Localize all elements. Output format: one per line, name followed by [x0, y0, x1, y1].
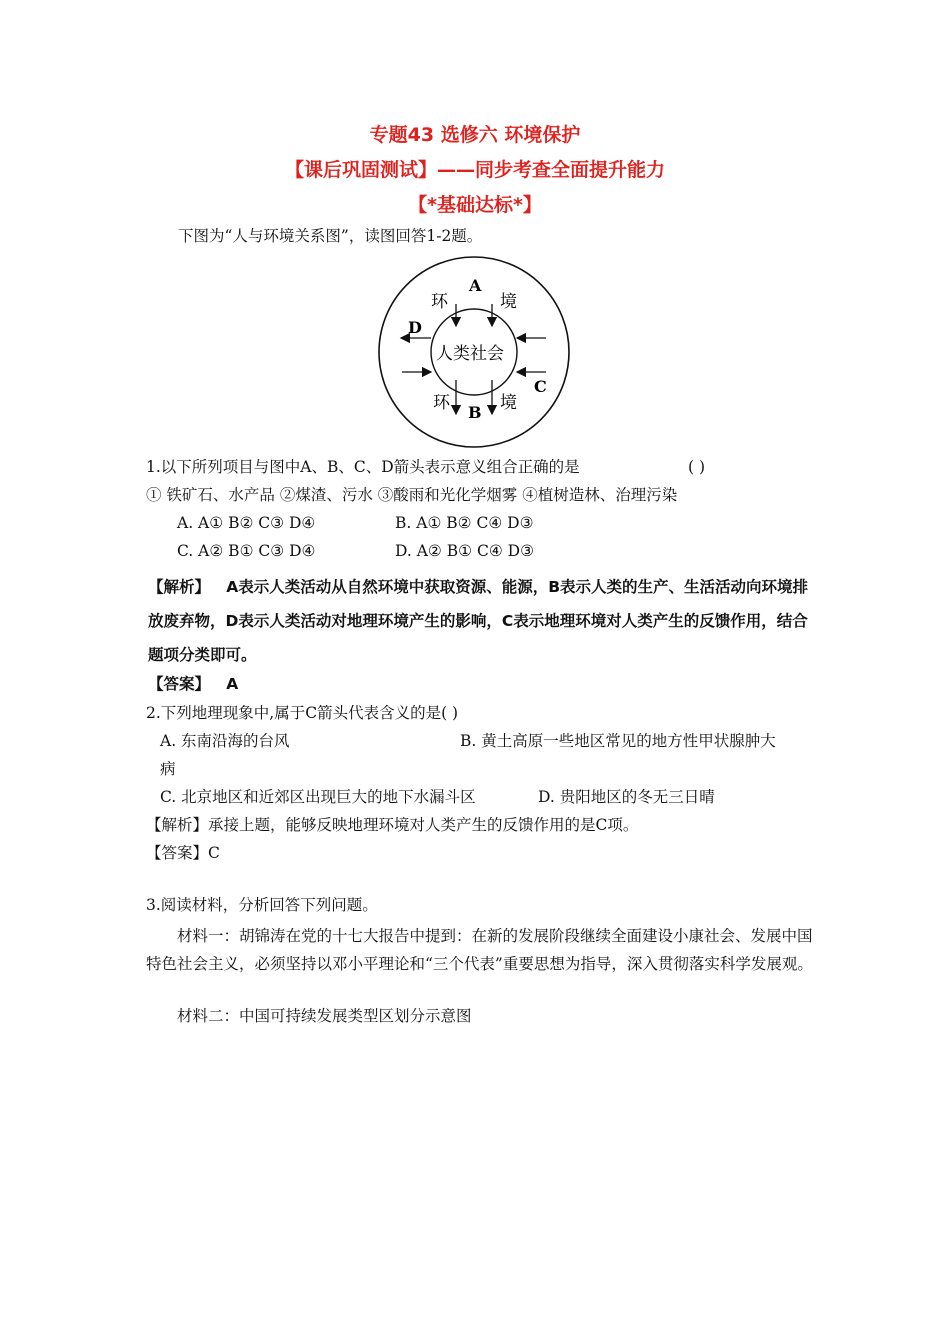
q3-stem: 3.阅读材料，分析回答下列问题。	[146, 896, 378, 914]
q2-answer: 【答案】C	[146, 844, 220, 862]
q2-analysis: 【解析】承接上题，能够反映地理环境对人类产生的反馈作用的是C项。	[146, 816, 639, 834]
q2-option-d: D. 贵阳地区的冬无三日晴	[538, 788, 715, 806]
q3-material2: 材料二：中国可持续发展类型区划分示意图	[177, 1007, 472, 1025]
label-jing-top: 境	[500, 292, 517, 312]
label-huan-top: 环	[431, 292, 448, 312]
q1-analysis	[148, 570, 820, 672]
q1-analysis-label: 【解析】	[148, 578, 211, 596]
section-heading: 【*基础达标*】	[408, 194, 542, 216]
label-a: A	[469, 276, 482, 295]
q1-option-c: C. A② B① C③ D④	[177, 542, 316, 560]
q1-stem: 1.以下所列项目与图中A、B、C、D箭头表示意义组合正确的是	[146, 458, 580, 476]
label-d: D	[408, 318, 422, 337]
q1-items: ① 铁矿石、水产品 ②煤渣、污水 ③酸雨和光化学烟雾 ④植树造林、治理污染	[146, 486, 678, 504]
label-c: C	[534, 377, 547, 396]
q1-option-d: D. A② B① C④ D③	[395, 542, 534, 560]
q1-analysis-text: A表示人类活动从自然环境中获取资源、能源，B表示人类的生产、生活活动向环境排放废弃物，D表示人类活动对地理环境产生的影响，C表示地理环境对人类产生的反馈作用，结合题项分类即可。	[148, 578, 809, 664]
q2-option-b-cont: 病	[160, 760, 176, 778]
doc-subtitle: 【课后巩固测试】——同步考查全面提升能力	[284, 159, 665, 181]
q2-option-b: B. 黄土高原一些地区常见的地方性甲状腺肿大	[460, 732, 776, 750]
label-jing-bottom: 境	[500, 393, 517, 413]
q2-option-a: A. 东南沿海的台风	[160, 732, 290, 750]
q2-option-c: C. 北京地区和近郊区出现巨大的地下水漏斗区	[160, 788, 476, 806]
q1-answer-value: A	[226, 675, 239, 693]
label-huan-bottom: 环	[433, 393, 450, 413]
intro-text: 下图为“人与环境关系图”，读图回答1-2题。	[178, 227, 483, 245]
label-center: 人类社会	[436, 344, 504, 364]
q1-answer-label: 【答案】	[148, 675, 211, 693]
q3-material1: 材料一：胡锦涛在党的十七大报告中提到：在新的发展阶段继续全面建设小康社会、发展中国特色社会主义，必须坚持以邓小平理论和“三个代表”重要思想为指导，深入贯彻落实科学发展观。	[146, 927, 813, 973]
doc-title: 专题43 选修六 环境保护	[369, 124, 581, 146]
label-b: B	[468, 403, 482, 422]
q2-stem: 2.下列地理现象中,属于C箭头代表含义的是( )	[146, 704, 459, 722]
q1-option-a: A. A① B② C③ D④	[177, 514, 316, 532]
human-environment-diagram	[376, 254, 572, 450]
q1-paren: ( )	[688, 458, 706, 476]
q1-answer	[148, 672, 238, 694]
q1-option-b: B. A① B② C④ D③	[395, 514, 534, 532]
